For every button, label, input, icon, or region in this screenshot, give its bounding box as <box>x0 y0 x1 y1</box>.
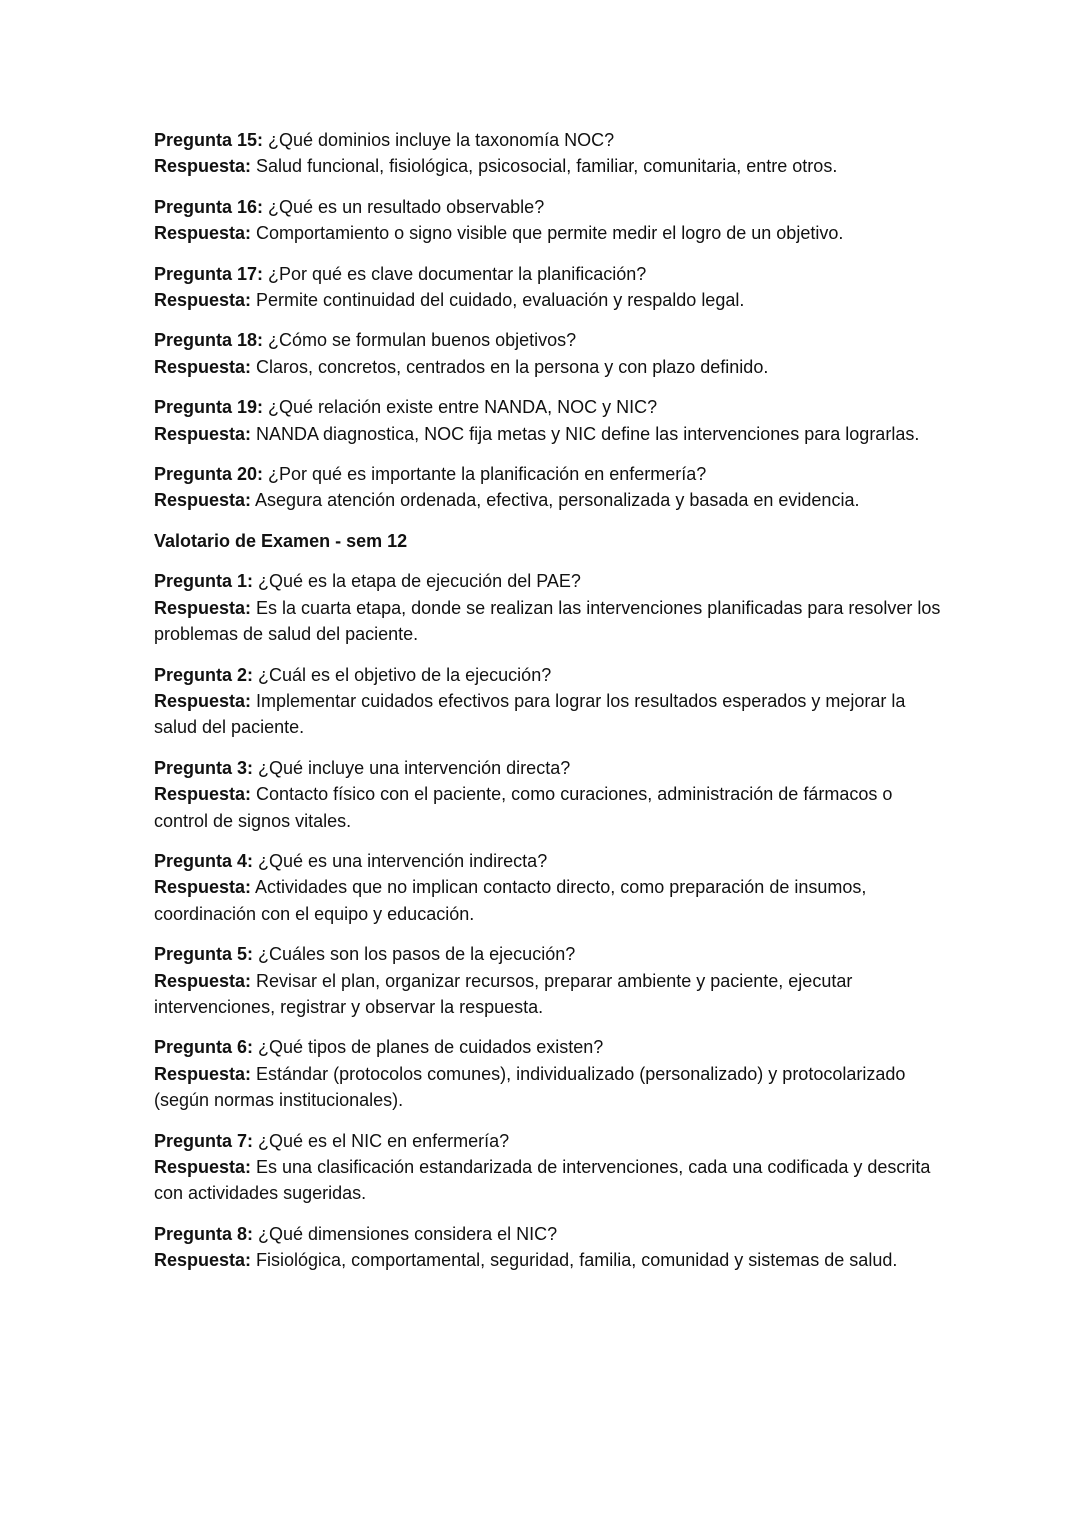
question-text: ¿Cuáles son los pasos de la ejecución? <box>253 944 576 965</box>
section-heading: Valotario de Examen - sem 12 <box>154 530 408 551</box>
answer-text: Fisiológica, comportamental, seguridad, familia, comunidad y sistemas de salud. <box>251 1250 898 1271</box>
question-label: Pregunta 5: <box>154 944 254 965</box>
question-text: ¿Qué dominios incluye la taxonomía NOC? <box>263 130 615 150</box>
question-text: ¿Qué relación existe entre NANDA, NOC y NIC? <box>263 397 658 418</box>
answer-label: Respuesta: <box>154 423 252 444</box>
question-line <box>154 194 944 220</box>
answer-line <box>154 968 944 1021</box>
document-page <box>154 127 944 1288</box>
answer-text: Revisar el plan, organizar recursos, preparar ambiente y paciente, ejecutar intervenciones, registrar y observar la respuesta. <box>154 970 853 1017</box>
question-text: ¿Por qué es clave documentar la planificación? <box>263 263 647 284</box>
answer-label: Respuesta: <box>154 690 252 711</box>
question-line <box>154 394 944 420</box>
answer-label: Respuesta: <box>154 877 252 898</box>
answer-line <box>154 287 944 313</box>
answer-label: Respuesta: <box>154 784 252 805</box>
question-line <box>154 261 944 287</box>
answer-text: Es la cuarta etapa, donde se realizan las intervenciones planificadas para resolver los problemas de salud del paciente. <box>154 597 941 645</box>
question-line <box>154 461 944 487</box>
answer-line <box>154 1247 944 1273</box>
question-line <box>154 1221 944 1247</box>
question-text: ¿Qué es la etapa de ejecución del PAE? <box>253 571 581 592</box>
question-line <box>154 848 944 874</box>
answer-text: Salud funcional, fisiológica, psicosocial, familiar, comunitaria, entre otros. <box>251 156 838 177</box>
answer-text: Permite continuidad del cuidado, evaluación y respaldo legal. <box>251 290 745 311</box>
question-line <box>154 941 944 967</box>
answer-text: Asegura atención ordenada, efectiva, personalizada y basada en evidencia. <box>251 490 860 511</box>
qa-block-6 <box>154 1034 944 1113</box>
question-text: ¿Qué es una intervención indirecta? <box>253 850 548 871</box>
question-text: ¿Qué es un resultado observable? <box>263 196 545 217</box>
question-label: Pregunta 17: <box>154 263 264 284</box>
answer-label: Respuesta: <box>154 223 252 244</box>
qa-block-7 <box>154 1128 944 1207</box>
question-label: Pregunta 20: <box>154 464 264 485</box>
answer-line <box>154 781 944 834</box>
answer-text: Actividades que no implican contacto directo, como preparación de insumos, coordinación con el equipo y educación. <box>154 877 867 924</box>
answer-line <box>154 595 944 648</box>
answer-label: Respuesta: <box>154 490 252 511</box>
question-label: Pregunta 1: <box>154 571 254 592</box>
question-line <box>154 662 944 688</box>
question-text: ¿Qué es el NIC en enfermería? <box>253 1130 510 1151</box>
question-line <box>154 755 944 781</box>
question-text: ¿Qué incluye una intervención directa? <box>253 757 571 778</box>
qa-block-15 <box>154 127 944 180</box>
question-text: ¿Qué tipos de planes de cuidados existen? <box>253 1037 604 1058</box>
question-label: Pregunta 15: <box>154 130 264 150</box>
answer-line <box>154 688 944 741</box>
answer-line <box>154 1154 944 1207</box>
answer-line <box>154 220 944 246</box>
question-line <box>154 568 944 594</box>
question-label: Pregunta 4: <box>154 850 254 871</box>
answer-label: Respuesta: <box>154 356 252 377</box>
answer-line <box>154 874 944 927</box>
answer-line <box>154 354 944 380</box>
question-line <box>154 1034 944 1060</box>
qa-block-20 <box>154 461 944 514</box>
answer-line <box>154 1061 944 1114</box>
question-text: ¿Qué dimensiones considera el NIC? <box>253 1223 558 1244</box>
question-label: Pregunta 3: <box>154 757 254 778</box>
question-label: Pregunta 8: <box>154 1223 254 1244</box>
answer-text: Estándar (protocolos comunes), individualizado (personalizado) y protocolarizado (según normas institucionales). <box>154 1063 906 1111</box>
qa-block-8 <box>154 1221 944 1274</box>
question-text: ¿Por qué es importante la planificación en enfermería? <box>263 464 707 485</box>
answer-text: NANDA diagnostica, NOC fija metas y NIC define las intervenciones para lograrlas. <box>251 423 920 444</box>
qa-block-3 <box>154 755 944 834</box>
question-line <box>154 327 944 353</box>
qa-block-5 <box>154 941 944 1020</box>
answer-text: Implementar cuidados efectivos para lograr los resultados esperados y mejorar la salud del paciente. <box>154 690 906 738</box>
question-text: ¿Cuál es el objetivo de la ejecución? <box>253 664 552 685</box>
question-line <box>154 127 944 153</box>
answer-label: Respuesta: <box>154 1157 252 1177</box>
question-label: Pregunta 7: <box>154 1130 254 1151</box>
qa-block-2 <box>154 662 944 741</box>
question-label: Pregunta 19: <box>154 397 264 418</box>
qa-block-18 <box>154 327 944 380</box>
answer-text: Comportamiento o signo visible que permite medir el logro de un objetivo. <box>251 223 844 244</box>
question-label: Pregunta 18: <box>154 330 264 351</box>
answer-text: Claros, concretos, centrados en la persona y con plazo definido. <box>251 356 769 377</box>
answer-label: Respuesta: <box>154 970 252 991</box>
answer-text: Contacto físico con el paciente, como curaciones, administración de fármacos o control de signos vitales. <box>154 784 893 831</box>
question-text: ¿Cómo se formulan buenos objetivos? <box>263 330 577 351</box>
answer-label: Respuesta: <box>154 156 252 177</box>
answer-label: Respuesta: <box>154 290 252 311</box>
answer-label: Respuesta: <box>154 597 252 618</box>
qa-block-16 <box>154 194 944 247</box>
answer-line <box>154 153 944 179</box>
qa-block-17 <box>154 261 944 314</box>
question-label: Pregunta 16: <box>154 196 264 217</box>
question-line <box>154 1128 944 1154</box>
answer-line <box>154 421 944 447</box>
answer-text: Es una clasificación estandarizada de intervenciones, cada una codificada y descrita con actividades sugeridas. <box>154 1157 931 1204</box>
question-label: Pregunta 2: <box>154 664 254 685</box>
answer-label: Respuesta: <box>154 1063 252 1084</box>
qa-block-1 <box>154 568 944 647</box>
question-label: Pregunta 6: <box>154 1037 254 1058</box>
qa-block-19 <box>154 394 944 447</box>
qa-block-4 <box>154 848 944 927</box>
answer-line <box>154 487 944 513</box>
answer-label: Respuesta: <box>154 1250 252 1271</box>
